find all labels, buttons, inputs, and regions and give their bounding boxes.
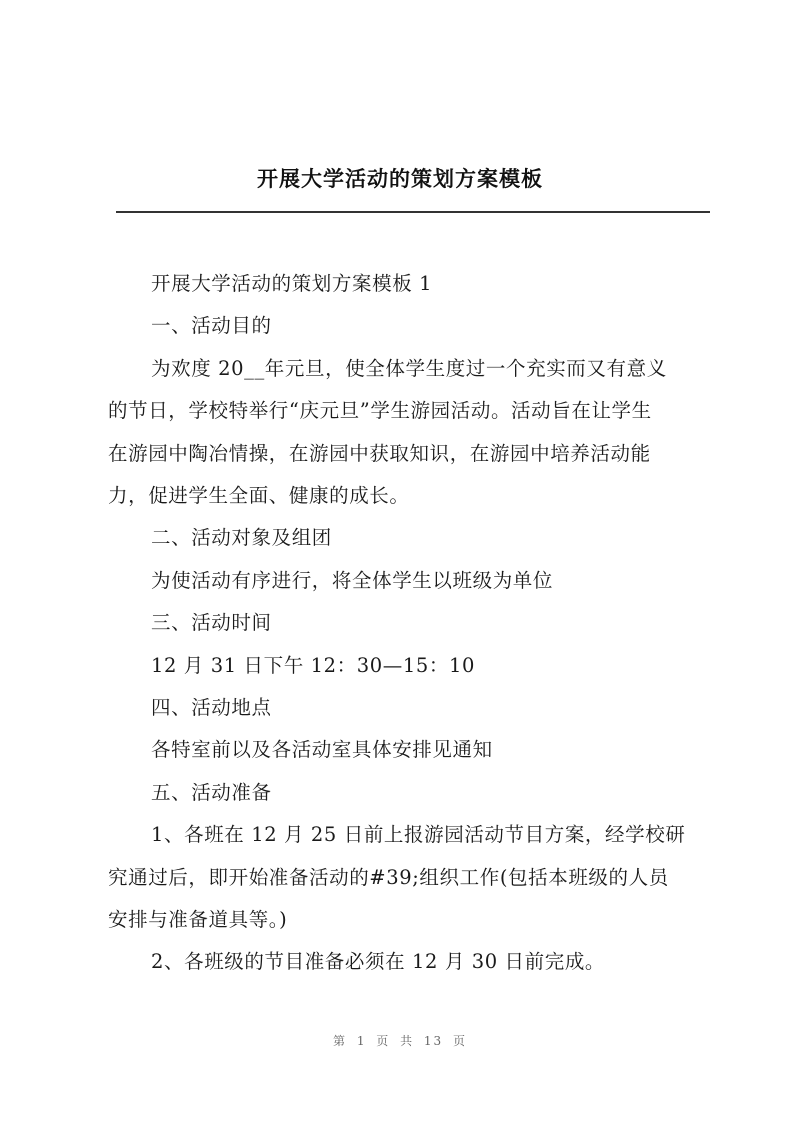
paragraph-line: 力，促进学生全面、健康的成长。 bbox=[108, 484, 410, 507]
heading-time: 三、活动时间 bbox=[151, 611, 272, 634]
paragraph-line: 究通过后，即开始准备活动的#39;组织工作(包括本班级的人员 bbox=[108, 866, 669, 889]
document-title: 开展大学活动的策划方案模板 bbox=[257, 166, 543, 191]
heading-preparation: 五、活动准备 bbox=[151, 781, 272, 804]
section-heading: 开展大学活动的策划方案模板 1 bbox=[151, 272, 433, 295]
paragraph-line: 的节日，学校特举行“庆元旦”学生游园活动。活动旨在让学生 bbox=[108, 399, 652, 422]
paragraph-line: 在游园中陶冶情操，在游园中获取知识，在游园中培养活动能 bbox=[108, 442, 651, 465]
paragraph-line: 2、各班级的节目准备必须在 12 月 30 日前完成。 bbox=[151, 950, 606, 973]
paragraph-line: 各特室前以及各活动室具体安排见通知 bbox=[151, 738, 493, 761]
heading-purpose: 一、活动目的 bbox=[151, 314, 272, 337]
title-underline bbox=[116, 211, 710, 213]
paragraph-line: 安排与准备道具等。) bbox=[108, 908, 288, 931]
page-number: 第 1 页 共 13 页 bbox=[333, 1034, 467, 1048]
heading-participants: 二、活动对象及组团 bbox=[151, 526, 332, 549]
heading-location: 四、活动地点 bbox=[151, 696, 272, 719]
paragraph-line: 为使活动有序进行，将全体学生以班级为单位 bbox=[151, 569, 554, 592]
paragraph-line: 为欢度 20__年元旦，使全体学生度过一个充实而又有意义 bbox=[151, 357, 667, 380]
paragraph-line: 12 月 31 日下午 12：30—15：10 bbox=[151, 654, 475, 677]
paragraph-line: 1、各班在 12 月 25 日前上报游园活动节目方案，经学校研 bbox=[151, 823, 686, 846]
